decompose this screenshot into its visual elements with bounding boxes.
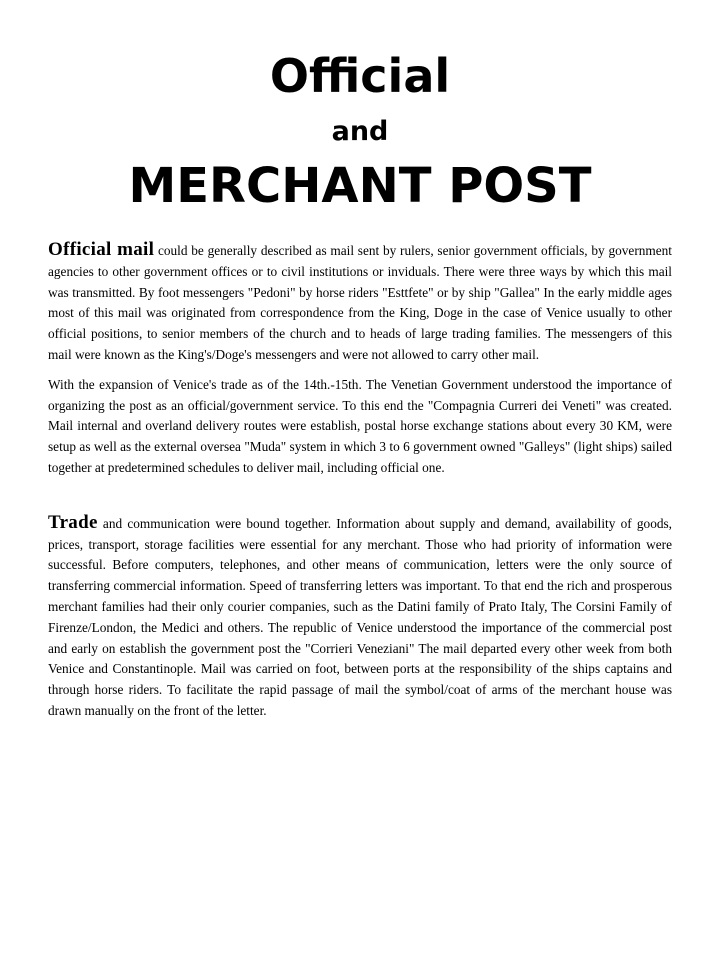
- title-merchant-post: MERCHANT POST: [128, 158, 592, 214]
- trade-text: and communication were bound together. Information about supply and demand, availability of goods, prices, transport, storage facilities were essential for any merchant. Those who had priority of information were successful. Before computers, telephones, and other means of communication, letters were the only source of transferring commercial information. Speed of transferring letters was important. To that end the rich and prosperous merchant families had their only courier companies, such as the Datini family of Prato Italy, The Corsini Family of Firenze/London, the Medici and others. The republic of Venice understood the importance of the commercial post and early on establish the government post the "Corrieri Veneziani" The mail departed every other week from both Venice and Constantinople. Mail was carried on foot, between ports at the responsibility of the ships captains and through horse riders. To facilitate the rapid passage of mail the symbol/coat of arms of the merchant house was drawn manually on the front of the letter.: [48, 515, 672, 718]
- official-mail-text: could be generally described as mail sent by rulers, senior government officials, by government agencies to other government offices or to civil institutions or inviduals. There were three ways by which this mail was transmitted. By foot messengers "Pedoni" by horse riders "Esttfete" or by ship "Gallea" In the early middle ages most of this mail was originated from correspondence from the King, Doge in the case of Venice usually to other official positions, to senior members of the church and to heads of large trading families. The messengers of this mail were known as the King's/Doge's messengers and were not allowed to carry other mail.: [48, 243, 672, 362]
- title-and: and: [331, 116, 389, 147]
- trade-lead: Trade: [48, 511, 98, 533]
- official-mail-lead: Official mail: [48, 239, 155, 260]
- section-spacer: [48, 479, 672, 513]
- page-title: [0, 44, 720, 216]
- official-mail-paragraph: [48, 240, 672, 366]
- article-body: [48, 240, 672, 722]
- title-official: Official: [269, 49, 451, 103]
- venice-trade-paragraph: With the expansion of Venice's trade as of the 14th.-15th. The Venetian Government understood the importance of organizing the post as an official/government service. To this end the "Compagnia Curreri dei Veneti" was created. Mail internal and overland delivery routes were establish, postal horse exchange stations about every 30 KM, were setup as well as the external oversea "Muda" system in which 3 to 6 government owned "Galleys" (light ships) sailed together at predetermined schedules to deliver mail, including official one.: [48, 376, 672, 475]
- trade-paragraph: [48, 513, 672, 722]
- paragraph-spacer: [48, 366, 672, 375]
